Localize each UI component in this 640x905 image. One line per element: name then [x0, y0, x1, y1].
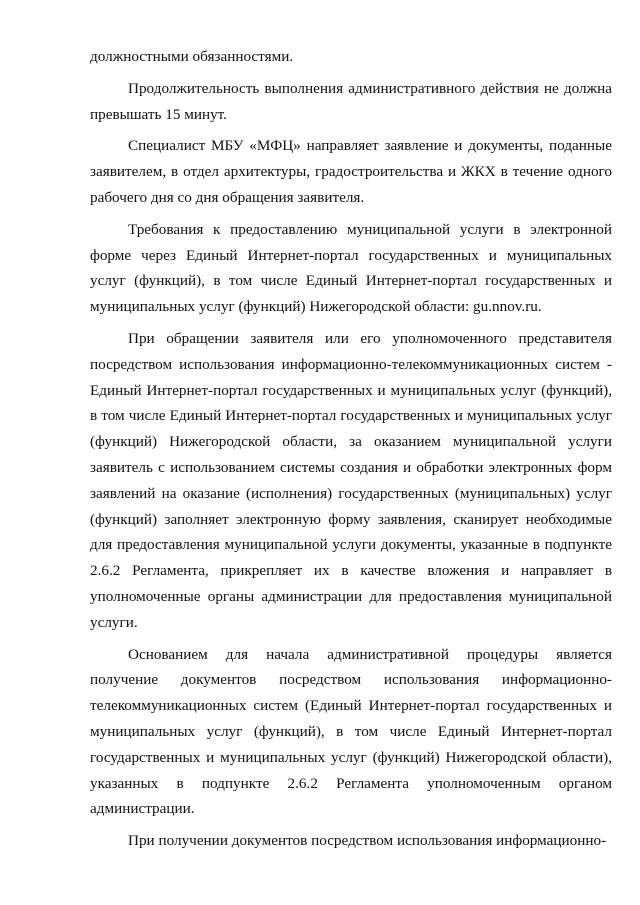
paragraph-receipt: При получении документов посредством использования информационно-: [128, 832, 607, 850]
paragraph-mfc-transfer: Специалист МБУ «МФЦ» направляет заявление и документы, поданные заявителем, в отдел архитектуры, градостроительства и ЖКХ в течение одного рабочего дня со дня обращения заявителя.: [90, 137, 612, 206]
paragraph-applicant-request: При обращении заявителя или его уполномоченного представителя посредством использования информационно-телекоммуникационных систем - Единый Интернет-портал государственных и муниципальных услуг (функций), в том числе Единый Интернет-портал государственных и муниципальных услуг (функций) Нижегородской области, за оказанием муниципальной услуги заявитель с использованием системы создания и обработки электронных форм заявлений на оказание (исполнения) государственных (муниципальных) услуг (функций) заполняет электронную форму заявления, сканирует необходимые для предоставления муниципальной услуги документы, указанные в подпункте 2.6.2 Регламента, прикрепляет их в качестве вложения и направляет в уполномоченные органы администрации для предоставления муниципальной услуги.: [90, 329, 612, 631]
paragraph-continuation: должностными обязанностями.: [90, 48, 294, 65]
paragraph-electronic-requirements: Требования к предоставлению муниципальной услуги в электронной форме через Единый Интернет-портал государственных и муниципальных услуг (функций), в том числе Единый Интернет-портал государственных и муниципальных услуг (функций) Нижегородской области: gu.nnov.ru.: [90, 220, 612, 316]
paragraph-procedure-basis: Основанием для начала административной процедуры является получение документов посредством использования информационно-телекоммуникационных систем (Единый Интернет-портал государственных и муниципальных услуг (функций), в том числе Единый Интернет-портал государственных и муниципальных услуг (функций) Нижегородской области), указанных в подпункте 2.6.2 Регламента уполномоченным органом администрации.: [90, 645, 612, 818]
paragraph-duration: Продолжительность выполнения административного действия не должна превышать 15 минут.: [90, 79, 612, 123]
document-body: [90, 44, 612, 860]
